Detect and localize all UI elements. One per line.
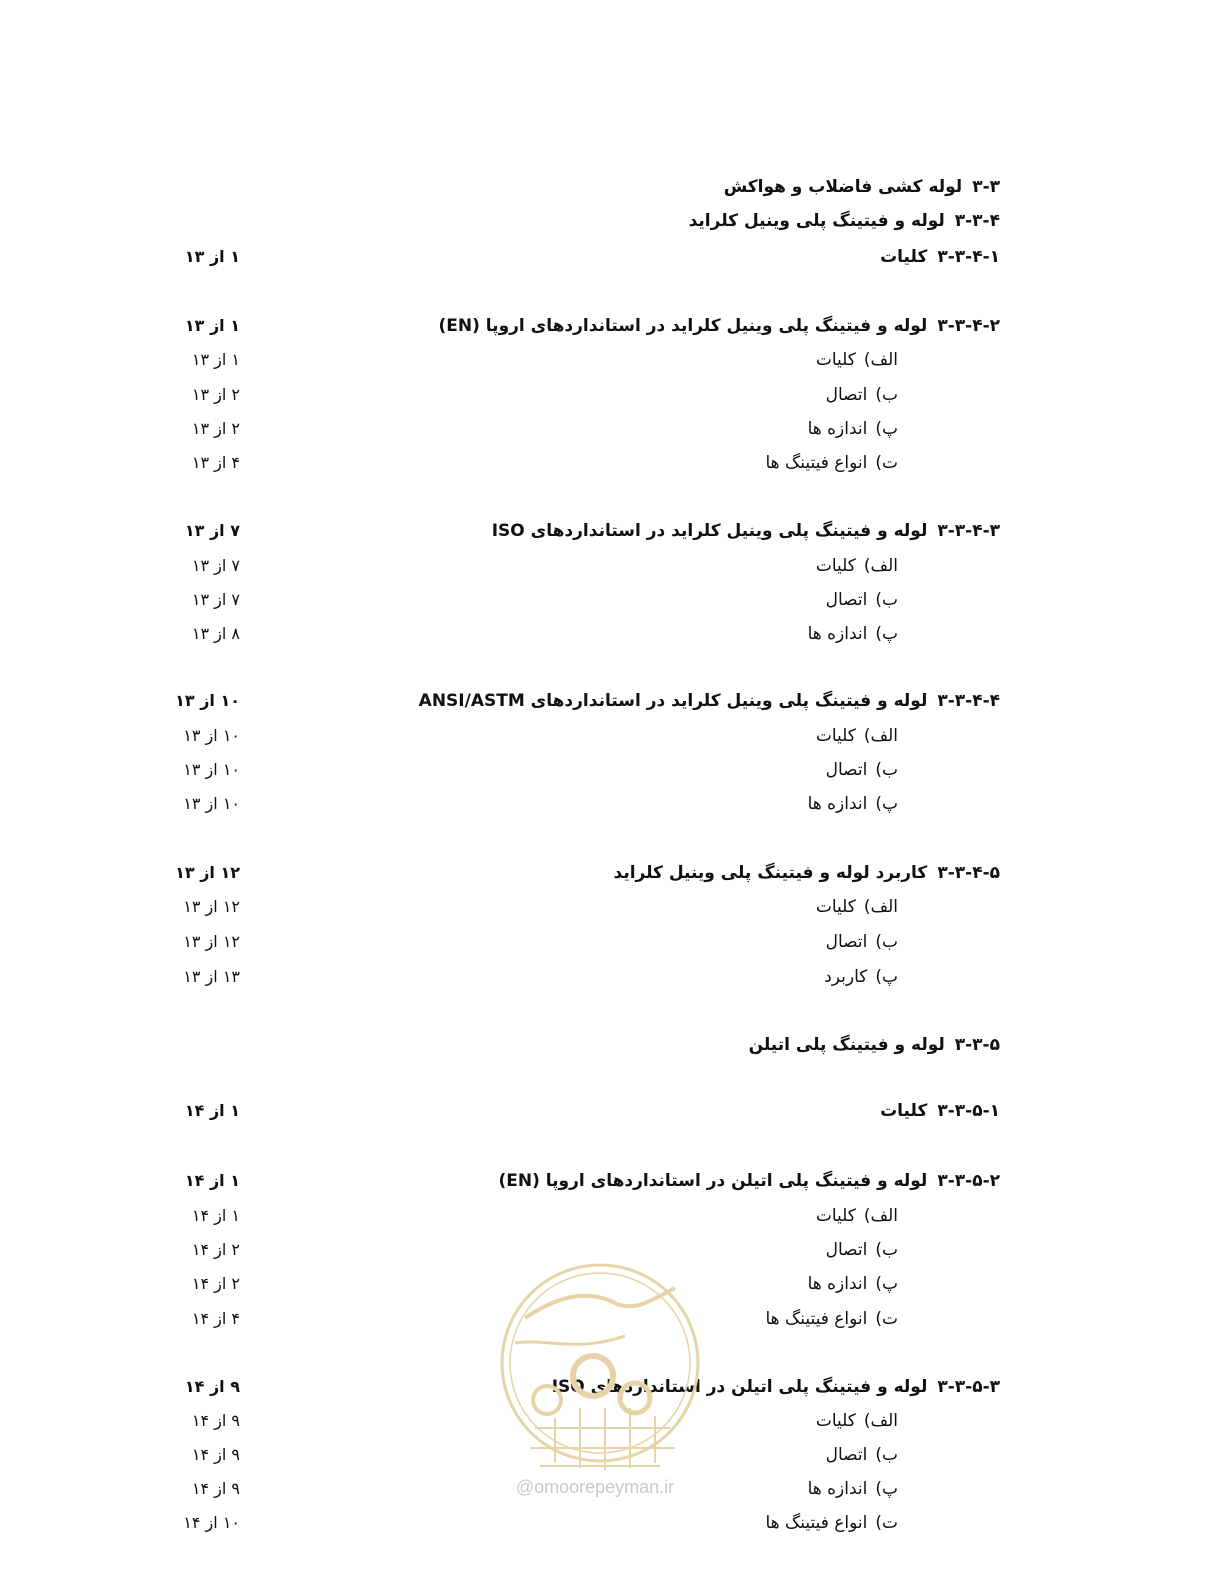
entry-text: کلیات bbox=[815, 350, 856, 370]
toc-heading bbox=[0, 242, 1228, 272]
item-letter: الف) bbox=[863, 1206, 898, 1226]
toc-heading bbox=[0, 172, 1228, 202]
page-reference: ۱۳ از ۱۳ bbox=[183, 967, 240, 986]
page-reference: ۹ از ۱۴ bbox=[191, 1479, 240, 1498]
toc-entry-title bbox=[0, 1406, 898, 1436]
entry-text: لوله و فیتینگ پلی اتیلن در استانداردهای ISO bbox=[551, 1377, 928, 1397]
page-reference: ۱۲ از ۱۳ bbox=[183, 897, 240, 916]
item-letter: الف) bbox=[863, 726, 898, 746]
page-reference: ۱۲ از ۱۳ bbox=[175, 863, 240, 882]
page-reference: ۱۲ از ۱۳ bbox=[183, 932, 240, 951]
section-number: ۳-۳-۵-۱ bbox=[937, 1101, 1000, 1121]
toc-subitem bbox=[0, 1201, 1228, 1231]
entry-text: انواع فیتینگ ها bbox=[765, 1309, 868, 1329]
page-reference: ۴ از ۱۳ bbox=[191, 453, 240, 472]
toc-subitem bbox=[0, 721, 1228, 751]
toc-entry-title bbox=[0, 585, 898, 615]
toc-entry-title bbox=[0, 1508, 898, 1538]
entry-text: اندازه ها bbox=[807, 624, 868, 644]
page-reference: ۹ از ۱۴ bbox=[191, 1411, 240, 1430]
item-letter: پ) bbox=[875, 624, 898, 644]
page-reference: ۹ از ۱۴ bbox=[191, 1445, 240, 1464]
page-reference: ۱۰ از ۱۴ bbox=[183, 1513, 240, 1532]
entry-text: کلیات bbox=[880, 247, 928, 267]
item-letter: پ) bbox=[875, 794, 898, 814]
toc-heading bbox=[0, 858, 1228, 888]
entry-text: اتصال bbox=[825, 590, 868, 610]
toc-heading bbox=[0, 1096, 1228, 1126]
page-reference: ۱ از ۱۴ bbox=[191, 1206, 240, 1225]
entry-text: لوله کشی فاضلاب و هواکش bbox=[723, 177, 963, 197]
toc-entry-title bbox=[0, 755, 898, 785]
toc-entry-title bbox=[0, 927, 898, 957]
toc-entry-title bbox=[0, 721, 898, 751]
section-number: ۳-۳-۴-۵ bbox=[937, 863, 1000, 883]
toc-subitem bbox=[0, 1508, 1228, 1538]
toc-heading bbox=[0, 516, 1228, 546]
toc-subitem bbox=[0, 551, 1228, 581]
page-reference: ۷ از ۱۳ bbox=[191, 590, 240, 609]
page-reference: ۱۰ از ۱۳ bbox=[175, 691, 240, 710]
toc-subitem bbox=[0, 448, 1228, 478]
item-letter: ب) bbox=[875, 760, 898, 780]
watermark-logo bbox=[495, 1258, 710, 1503]
toc-entry-title bbox=[0, 345, 898, 375]
toc-subitem bbox=[0, 585, 1228, 615]
section-number: ۳-۳ bbox=[972, 177, 1000, 197]
page-reference: ۲ از ۱۴ bbox=[191, 1240, 240, 1259]
page-reference: ۸ از ۱۳ bbox=[191, 624, 240, 643]
item-letter: پ) bbox=[875, 967, 898, 987]
toc-subitem bbox=[0, 345, 1228, 375]
item-letter: ت) bbox=[875, 453, 898, 473]
page-reference: ۱ از ۱۳ bbox=[184, 247, 240, 266]
entry-text: انواع فیتینگ ها bbox=[765, 1513, 868, 1533]
toc-heading bbox=[0, 206, 1228, 236]
toc-entry-title bbox=[0, 380, 898, 410]
toc-entry-title bbox=[0, 789, 898, 819]
item-letter: پ) bbox=[875, 419, 898, 439]
section-number: ۳-۳-۵-۳ bbox=[937, 1377, 1000, 1397]
toc-entry-title bbox=[0, 962, 898, 992]
toc-entry-title bbox=[100, 172, 1000, 202]
page-reference: ۱ از ۱۳ bbox=[184, 316, 240, 335]
entry-text: لوله و فیتینگ پلی اتیلن در استانداردهای اروپا (EN) bbox=[498, 1171, 928, 1191]
toc-entry-title bbox=[0, 892, 898, 922]
page-reference: ۴ از ۱۴ bbox=[191, 1309, 240, 1328]
item-letter: ب) bbox=[875, 932, 898, 952]
page-reference: ۱ از ۱۳ bbox=[191, 350, 240, 369]
toc-entry-title bbox=[0, 1440, 898, 1470]
section-number: ۳-۳-۴-۱ bbox=[937, 247, 1000, 267]
item-letter: الف) bbox=[863, 897, 898, 917]
item-letter: الف) bbox=[863, 556, 898, 576]
watermark-seal-icon bbox=[495, 1258, 710, 1503]
toc-subitem bbox=[0, 755, 1228, 785]
page-reference: ۲ از ۱۳ bbox=[191, 419, 240, 438]
entry-text: لوله و فیتینگ پلی وینیل کلراید bbox=[688, 211, 945, 231]
toc-entry-title bbox=[0, 1235, 898, 1265]
toc-entry-title bbox=[100, 206, 1000, 236]
entry-text: کلیات bbox=[815, 726, 856, 746]
item-letter: پ) bbox=[875, 1274, 898, 1294]
entry-text: کلیات bbox=[880, 1101, 928, 1121]
page-reference: ۱۰ از ۱۳ bbox=[183, 726, 240, 745]
entry-text: کلیات bbox=[815, 897, 856, 917]
entry-text: اتصال bbox=[825, 1445, 868, 1465]
item-letter: ب) bbox=[875, 385, 898, 405]
entry-text: انواع فیتینگ ها bbox=[765, 453, 868, 473]
toc-entry-title bbox=[0, 1304, 898, 1334]
item-letter: ت) bbox=[875, 1309, 898, 1329]
item-letter: الف) bbox=[863, 1411, 898, 1431]
toc-entry-title bbox=[100, 1030, 1000, 1060]
entry-text: کاربرد لوله و فیتینگ پلی وینیل کلراید bbox=[613, 863, 928, 883]
toc-subitem bbox=[0, 619, 1228, 649]
item-letter: ب) bbox=[875, 1445, 898, 1465]
page-reference: ۲ از ۱۳ bbox=[191, 385, 240, 404]
watermark-text: @omoorepeyman.ir bbox=[515, 1477, 675, 1497]
section-number: ۳-۳-۴ bbox=[954, 211, 1000, 231]
item-letter: ب) bbox=[875, 1240, 898, 1260]
page-reference: ۱۰ از ۱۳ bbox=[183, 794, 240, 813]
toc-entry-title bbox=[0, 1474, 898, 1504]
entry-text: اتصال bbox=[825, 1240, 868, 1260]
page-reference: ۷ از ۱۳ bbox=[191, 556, 240, 575]
entry-text: اندازه ها bbox=[807, 419, 868, 439]
entry-text: اتصال bbox=[825, 760, 868, 780]
page-reference: ۹ از ۱۴ bbox=[184, 1377, 240, 1396]
entry-text: کلیات bbox=[815, 1206, 856, 1226]
page-reference: ۷ از ۱۳ bbox=[184, 521, 240, 540]
toc-heading bbox=[0, 1166, 1228, 1196]
page-reference: ۱ از ۱۴ bbox=[184, 1171, 240, 1190]
toc-subitem bbox=[0, 892, 1228, 922]
toc-heading bbox=[0, 686, 1228, 716]
section-number: ۳-۳-۵-۲ bbox=[937, 1171, 1000, 1191]
toc-subitem bbox=[0, 414, 1228, 444]
entry-text: کلیات bbox=[815, 556, 856, 576]
entry-text: اتصال bbox=[825, 385, 868, 405]
toc-entry-title bbox=[0, 448, 898, 478]
toc-subitem bbox=[0, 927, 1228, 957]
entry-text: کاربرد bbox=[824, 967, 868, 987]
entry-text: اندازه ها bbox=[807, 1479, 868, 1499]
section-number: ۳-۳-۵ bbox=[954, 1035, 1000, 1055]
toc-heading bbox=[0, 311, 1228, 341]
toc-entry-title bbox=[0, 414, 898, 444]
toc-subitem bbox=[0, 789, 1228, 819]
entry-text: اندازه ها bbox=[807, 794, 868, 814]
entry-text: لوله و فیتینگ پلی اتیلن bbox=[748, 1035, 945, 1055]
section-number: ۳-۳-۴-۳ bbox=[937, 521, 1000, 541]
toc-subitem bbox=[0, 380, 1228, 410]
page-reference: ۲ از ۱۴ bbox=[191, 1274, 240, 1293]
item-letter: ب) bbox=[875, 590, 898, 610]
item-letter: پ) bbox=[875, 1479, 898, 1499]
item-letter: ت) bbox=[875, 1513, 898, 1533]
toc-entry-title bbox=[0, 551, 898, 581]
toc-entry-title bbox=[0, 1269, 898, 1299]
toc-subitem bbox=[0, 962, 1228, 992]
section-number: ۳-۳-۴-۲ bbox=[937, 316, 1000, 336]
page-reference: ۱۰ از ۱۳ bbox=[183, 760, 240, 779]
toc-entry-title bbox=[0, 619, 898, 649]
entry-text: اتصال bbox=[825, 932, 868, 952]
section-number: ۳-۳-۴-۴ bbox=[937, 691, 1000, 711]
entry-text: اندازه ها bbox=[807, 1274, 868, 1294]
entry-text: لوله و فیتینگ پلی وینیل کلراید در استانداردهای ISO bbox=[491, 521, 928, 541]
page-reference: ۱ از ۱۴ bbox=[184, 1101, 240, 1120]
toc-heading bbox=[0, 1030, 1228, 1060]
toc-entry-title bbox=[0, 1201, 898, 1231]
item-letter: الف) bbox=[863, 350, 898, 370]
entry-text: لوله و فیتینگ پلی وینیل کلراید در استانداردهای اروپا (EN) bbox=[438, 316, 928, 336]
entry-text: لوله و فیتینگ پلی وینیل کلراید در استانداردهای ANSI/ASTM bbox=[418, 691, 928, 711]
entry-text: کلیات bbox=[815, 1411, 856, 1431]
